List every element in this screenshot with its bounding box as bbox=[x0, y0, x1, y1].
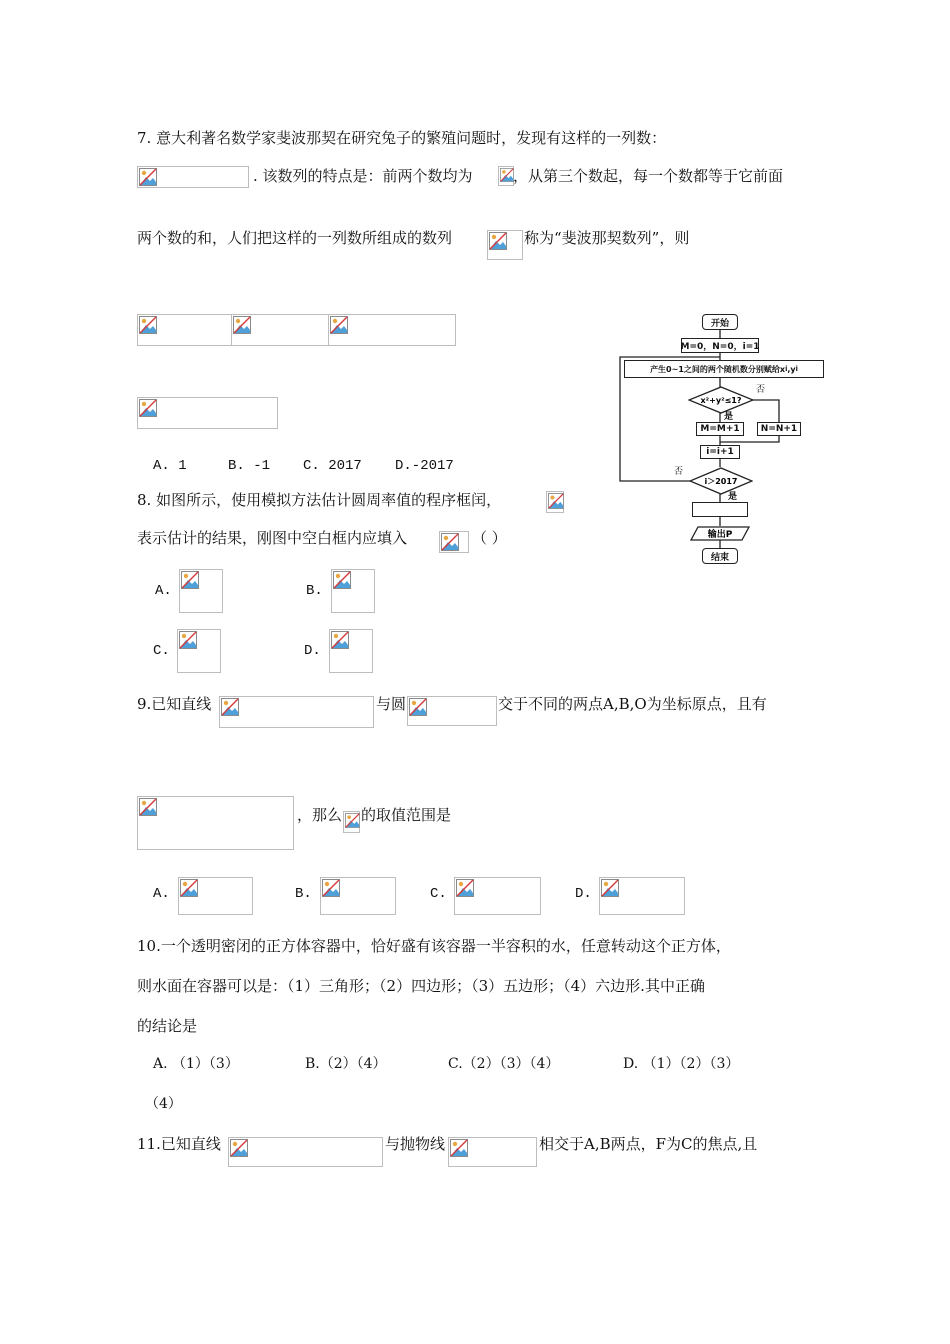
formula-image bbox=[343, 811, 360, 833]
flowchart bbox=[616, 310, 828, 570]
q7-line3b: 称为“斐波那契数列”，则 bbox=[524, 229, 690, 247]
broken-image-icon bbox=[181, 571, 199, 589]
q8-option-d: D. bbox=[304, 643, 321, 659]
q11-line1b: 与抛物线 bbox=[385, 1135, 446, 1153]
flowchart-init: M=0，N=0，i=1 bbox=[681, 338, 759, 353]
q9-option-c: C. bbox=[430, 886, 447, 902]
broken-image-icon bbox=[601, 879, 619, 897]
q9-option-a: A. bbox=[153, 886, 170, 902]
formula-image bbox=[498, 166, 514, 186]
flowchart-no-label-2: 否 bbox=[674, 467, 684, 477]
formula-image bbox=[487, 230, 523, 260]
q10-line1: 10.一个透明密闭的正方体容器中，恰好盛有该容器一半容积的水，任意转动这个正方体， bbox=[137, 937, 731, 955]
q7-line2b: ，从第三个数起，每一个数都等于它前面 bbox=[513, 167, 784, 185]
q8-line1: 8. 如图所示，使用模拟方法估计圆周率值的程序框闰， bbox=[137, 491, 502, 509]
q10-line2: 则水面在容器可以是：（1）三角形；（2）四边形；（3）五边形；（4）六边形.其中正确 bbox=[137, 977, 705, 995]
q10-option-a: A. （1）（3） bbox=[153, 1056, 239, 1072]
formula-image bbox=[137, 397, 278, 429]
q9-line1c: 交于不同的两点A,B,O为坐标原点，且有 bbox=[498, 695, 767, 713]
q7-option-c: C. 2017 bbox=[303, 458, 362, 474]
q10-option-c: C.（2）（3）（4） bbox=[448, 1056, 560, 1072]
broken-image-icon bbox=[500, 168, 514, 182]
flowchart-n-increment: N=N+1 bbox=[757, 422, 801, 436]
formula-image bbox=[599, 877, 685, 915]
broken-image-icon bbox=[450, 1139, 468, 1157]
formula-image bbox=[439, 531, 469, 553]
broken-image-icon bbox=[441, 533, 459, 551]
flowchart-generate: 产生0~1之间的两个随机数分别赋给x i ,y i bbox=[624, 360, 824, 378]
broken-image-icon bbox=[345, 813, 360, 828]
formula-image bbox=[407, 696, 497, 726]
q11-line1c: 相交于A,B两点，F为C的焦点,且 bbox=[539, 1135, 758, 1153]
formula-image bbox=[137, 796, 294, 850]
broken-image-icon bbox=[139, 316, 157, 334]
flowchart-m-increment: M=M+1 bbox=[696, 422, 744, 436]
q9-line2b: 的取值范围是 bbox=[361, 806, 452, 824]
broken-image-icon bbox=[230, 1139, 248, 1157]
formula-image bbox=[231, 314, 329, 346]
q10-line3: 的结论是 bbox=[137, 1017, 198, 1035]
q8-paren: （ ） bbox=[472, 529, 507, 547]
broken-image-icon bbox=[409, 698, 427, 716]
q9-line2a: ，那么 bbox=[297, 806, 343, 824]
svg-text:i＞2017: i＞2017 bbox=[704, 477, 738, 486]
formula-image bbox=[137, 166, 249, 188]
flowchart-end: 结束 bbox=[702, 548, 738, 564]
flowchart-output bbox=[690, 526, 750, 541]
broken-image-icon bbox=[233, 316, 251, 334]
q11-line1a: 11.已知直线 bbox=[137, 1135, 221, 1153]
formula-image bbox=[228, 1137, 383, 1167]
formula-image bbox=[331, 569, 375, 613]
svg-text:输出P: 输出P bbox=[707, 530, 733, 540]
flowchart-no-label-1: 否 bbox=[756, 385, 766, 395]
q8-line2: 表示估计的结果，刚图中空白框内应填入 bbox=[137, 529, 408, 547]
flowchart-i-increment: i=i+1 bbox=[700, 445, 740, 459]
q9-line1b: 与圆 bbox=[376, 695, 407, 713]
formula-image bbox=[320, 877, 396, 915]
flowchart-condition-2 bbox=[689, 467, 753, 495]
svg-text:x²+y²≤1?: x²+y²≤1? bbox=[700, 396, 742, 405]
q10-option-d: D. （1）（2）（3） bbox=[623, 1056, 740, 1072]
formula-image bbox=[178, 877, 253, 915]
broken-image-icon bbox=[139, 798, 157, 816]
flowchart-condition-1 bbox=[688, 386, 754, 414]
formula-image bbox=[329, 629, 373, 673]
q7-option-a: A. 1 bbox=[153, 458, 187, 474]
broken-image-icon bbox=[456, 879, 474, 897]
q7-line1: 7. 意大利著名数学家斐波那契在研究兔子的繁殖问题时，发现有这样的一列数： bbox=[137, 129, 667, 147]
q10-option-d-wrap: （4） bbox=[145, 1096, 182, 1112]
formula-image bbox=[328, 314, 456, 346]
flowchart-yes-label-2: 是 bbox=[728, 492, 738, 502]
formula-image bbox=[219, 696, 374, 728]
formula-image bbox=[448, 1137, 537, 1167]
q9-option-d: D. bbox=[575, 886, 592, 902]
q8-option-a: A. bbox=[155, 583, 172, 599]
broken-image-icon bbox=[489, 232, 507, 250]
flowchart-blank-box bbox=[692, 502, 748, 517]
broken-image-icon bbox=[179, 631, 197, 649]
q7-option-d: D.-2017 bbox=[395, 458, 454, 474]
q9-option-b: B. bbox=[295, 886, 312, 902]
broken-image-icon bbox=[221, 698, 239, 716]
q8-option-b: B. bbox=[306, 583, 323, 599]
formula-image bbox=[179, 569, 223, 613]
formula-image bbox=[546, 491, 564, 513]
q7-option-b: B. -1 bbox=[228, 458, 271, 474]
q9-line1a: 9.已知直线 bbox=[137, 695, 212, 713]
formula-image bbox=[137, 314, 232, 346]
broken-image-icon bbox=[333, 571, 351, 589]
broken-image-icon bbox=[548, 493, 564, 509]
broken-image-icon bbox=[139, 168, 157, 186]
formula-image bbox=[177, 629, 221, 673]
q8-option-c: C. bbox=[153, 643, 170, 659]
broken-image-icon bbox=[139, 399, 157, 417]
q10-option-b: B.（2）（4） bbox=[305, 1056, 387, 1072]
flowchart-start: 开始 bbox=[702, 314, 738, 330]
broken-image-icon bbox=[322, 879, 340, 897]
flowchart-yes-label-1: 是 bbox=[724, 412, 734, 422]
q7-line2: . 该数列的特点是：前两个数均为 bbox=[253, 167, 473, 185]
q7-line3: 两个数的和，人们把这样的一列数所组成的数列 bbox=[137, 229, 453, 247]
broken-image-icon bbox=[330, 316, 348, 334]
broken-image-icon bbox=[180, 879, 198, 897]
formula-image bbox=[454, 877, 541, 915]
broken-image-icon bbox=[331, 631, 349, 649]
